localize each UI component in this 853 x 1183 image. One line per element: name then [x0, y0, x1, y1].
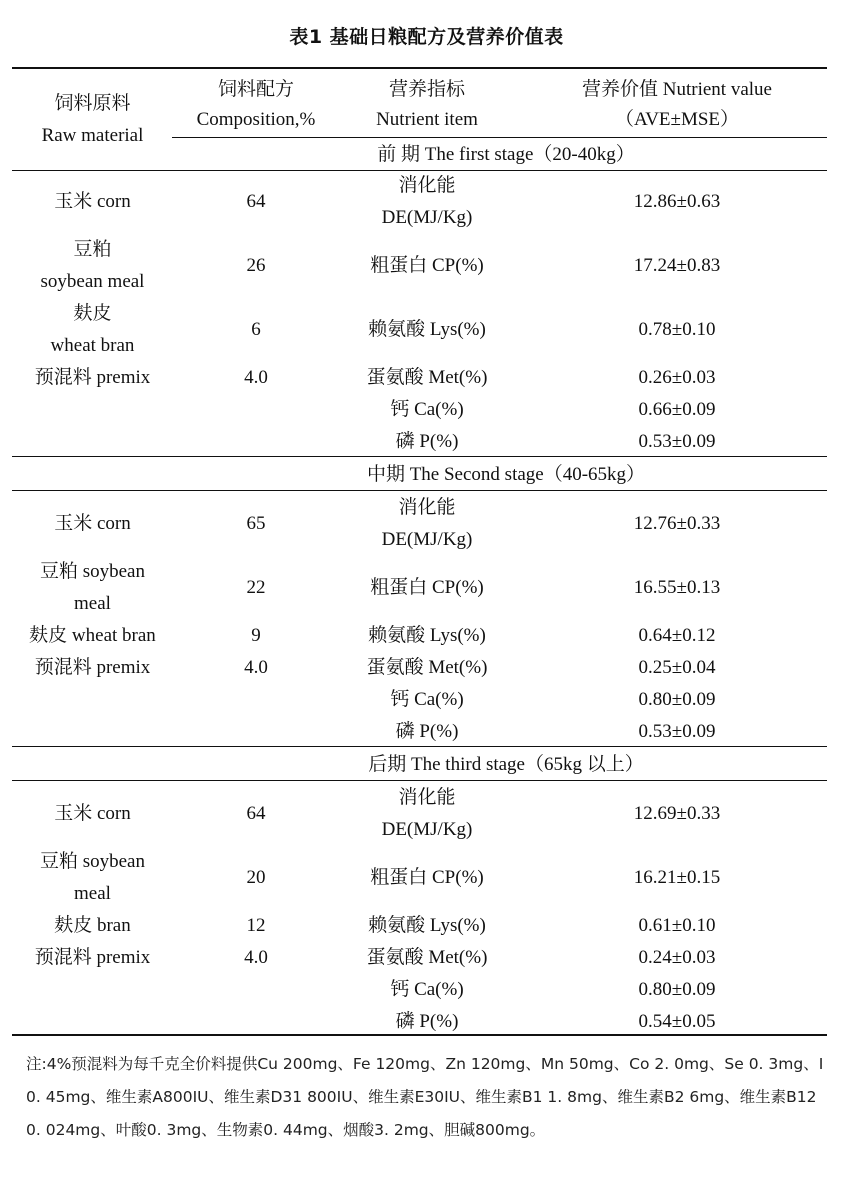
stage-2-nutrient-1-en: DE(MJ/Kg): [381, 529, 473, 550]
top-rule: [12, 67, 827, 69]
stage-1-material-3-en: wheat bran: [50, 335, 135, 356]
stage-1-nutrient-1-zh: 消化能: [398, 175, 456, 196]
footnote-line-1: 注:4%预混料为每千克全价料提供Cu 200mg、Fe 120mg、Zn 120mg、Mn 50mg、Co 2. 0mg、Se 0. 3mg、I: [26, 1055, 824, 1073]
stage-3-label: 后期 The third stage（65kg 以上）: [368, 754, 644, 775]
stage-3-value-1: 12.69±0.33: [633, 803, 721, 824]
bottom-rule: [12, 1034, 827, 1036]
header-raw-material-en: Raw material: [41, 125, 144, 146]
stage-1-material-1: 玉米 corn: [54, 191, 131, 212]
table-title: 表1 基础日粮配方及营养价值表: [289, 26, 564, 48]
stage-3-composition-2: 20: [246, 867, 266, 888]
stage-3-material-2-en: meal: [74, 883, 111, 904]
header-composition-zh: 饲料配方: [217, 79, 294, 100]
stage-2-material-1: 玉米 corn: [54, 513, 131, 534]
stage-1-composition-1: 64: [246, 191, 266, 212]
stage-2-value-3: 0.64±0.12: [638, 625, 716, 646]
stage-1-value-6: 0.53±0.09: [638, 431, 716, 452]
stage-2-material-2-zh: 豆粕 soybean: [39, 561, 145, 582]
header-nutrient-value-unit: （AVE±MSE）: [614, 109, 740, 130]
stage-3-material-3: 麸皮 bran: [54, 915, 131, 936]
stage-3-composition-3: 12: [246, 915, 266, 936]
stage-2-nutrient-2: 粗蛋白 CP(%): [370, 577, 484, 598]
stage-3-nutrient-3: 赖氨酸 Lys(%): [368, 915, 486, 936]
stage-2-material-2-en: meal: [74, 593, 111, 614]
stage-3-top-rule: [12, 746, 827, 747]
header-nutrient-item-en: Nutrient item: [376, 109, 478, 130]
stage-1-nutrient-2: 粗蛋白 CP(%): [370, 255, 484, 276]
stage-2-value-5: 0.80±0.09: [638, 689, 716, 710]
table-footnote: [26, 1048, 836, 1147]
footnote-line-3: 0. 024mg、叶酸0. 3mg、生物素0. 44mg、烟酸3. 2mg、胆碱800mg。: [26, 1121, 546, 1139]
stage-2-composition-1: 65: [246, 513, 266, 534]
stage-1-value-3: 0.78±0.10: [638, 319, 716, 340]
stage-3-composition-4: 4.0: [244, 947, 268, 968]
stage-3-nutrient-1-en: DE(MJ/Kg): [381, 819, 473, 840]
header-nutrient-item-zh: 营养指标: [388, 79, 465, 100]
stage-2-nutrient-6: 磷 P(%): [395, 721, 459, 742]
stage-2-value-4: 0.25±0.04: [638, 657, 716, 678]
stage-2-composition-3: 9: [251, 625, 261, 646]
stage-2-nutrient-5: 钙 Ca(%): [390, 689, 464, 710]
stage-3-material-4: 预混料 premix: [34, 947, 151, 968]
header-subrule: [172, 137, 827, 138]
stage-2-rule: [12, 490, 827, 491]
stage-1-nutrient-3: 赖氨酸 Lys(%): [368, 319, 486, 340]
stage-2-top-rule: [12, 456, 827, 457]
stage-3-value-4: 0.24±0.03: [638, 947, 716, 968]
stage-3-value-3: 0.61±0.10: [638, 915, 716, 936]
stage-1-material-4: 预混料 premix: [34, 367, 151, 388]
stage-2-label: 中期 The Second stage（40-65kg）: [366, 464, 646, 485]
stage-3-material-1: 玉米 corn: [54, 803, 131, 824]
stage-1-value-4: 0.26±0.03: [638, 367, 716, 388]
stage-2-value-1: 12.76±0.33: [633, 513, 721, 534]
stage-3-material-2-zh: 豆粕 soybean: [39, 851, 145, 872]
stage-2-value-6: 0.53±0.09: [638, 721, 716, 742]
header-raw-material-zh: 饲料原料: [54, 93, 131, 114]
stage-2-material-4: 预混料 premix: [34, 657, 151, 678]
stage-1-composition-4: 4.0: [244, 367, 268, 388]
stage-3-nutrient-4: 蛋氨酸 Met(%): [366, 947, 488, 968]
stage-3-value-6: 0.54±0.05: [638, 1011, 716, 1032]
stage-2-nutrient-3: 赖氨酸 Lys(%): [368, 625, 486, 646]
stage-3-value-5: 0.80±0.09: [638, 979, 716, 1000]
stage-2-material-3: 麸皮 wheat bran: [29, 625, 156, 646]
stage-1-value-5: 0.66±0.09: [638, 399, 716, 420]
stage-3-value-2: 16.21±0.15: [633, 867, 721, 888]
stage-2-value-2: 16.55±0.13: [633, 577, 721, 598]
stage-3-nutrient-5: 钙 Ca(%): [390, 979, 464, 1000]
stage-1-nutrient-5: 钙 Ca(%): [390, 399, 464, 420]
stage-1-label: 前 期 The first stage（20-40kg）: [377, 144, 635, 165]
stage-1-nutrient-4: 蛋氨酸 Met(%): [366, 367, 488, 388]
stage-2-nutrient-1-zh: 消化能: [398, 497, 456, 518]
stage-2-composition-2: 22: [246, 577, 266, 598]
stage-3-composition-1: 64: [246, 803, 266, 824]
stage-1-value-2: 17.24±0.83: [633, 255, 721, 276]
stage-3-rule: [12, 780, 827, 781]
stage-1-nutrient-6: 磷 P(%): [395, 431, 459, 452]
stage-1-material-2-zh: 豆粕: [73, 239, 112, 260]
footnote-line-2: 0. 45mg、维生素A800IU、维生素D31 800IU、维生素E30IU、维生素B1 1. 8mg、维生素B2 6mg、维生素B12: [26, 1088, 817, 1106]
stage-3-nutrient-2: 粗蛋白 CP(%): [370, 867, 484, 888]
header-composition-en: Composition,%: [196, 109, 316, 130]
stage-2-nutrient-4: 蛋氨酸 Met(%): [366, 657, 488, 678]
stage-1-material-2-en: soybean meal: [40, 271, 145, 292]
stage-3-nutrient-1-zh: 消化能: [398, 787, 456, 808]
stage-1-composition-3: 6: [251, 319, 261, 340]
stage-3-nutrient-6: 磷 P(%): [395, 1011, 459, 1032]
stage-1-composition-2: 26: [246, 255, 266, 276]
stage-1-value-1: 12.86±0.63: [633, 191, 721, 212]
stage-1-material-3-zh: 麸皮: [73, 303, 112, 324]
stage-2-composition-4: 4.0: [244, 657, 268, 678]
header-nutrient-value: 营养价值 Nutrient value: [582, 79, 772, 100]
stage-1-nutrient-1-en: DE(MJ/Kg): [381, 207, 473, 228]
